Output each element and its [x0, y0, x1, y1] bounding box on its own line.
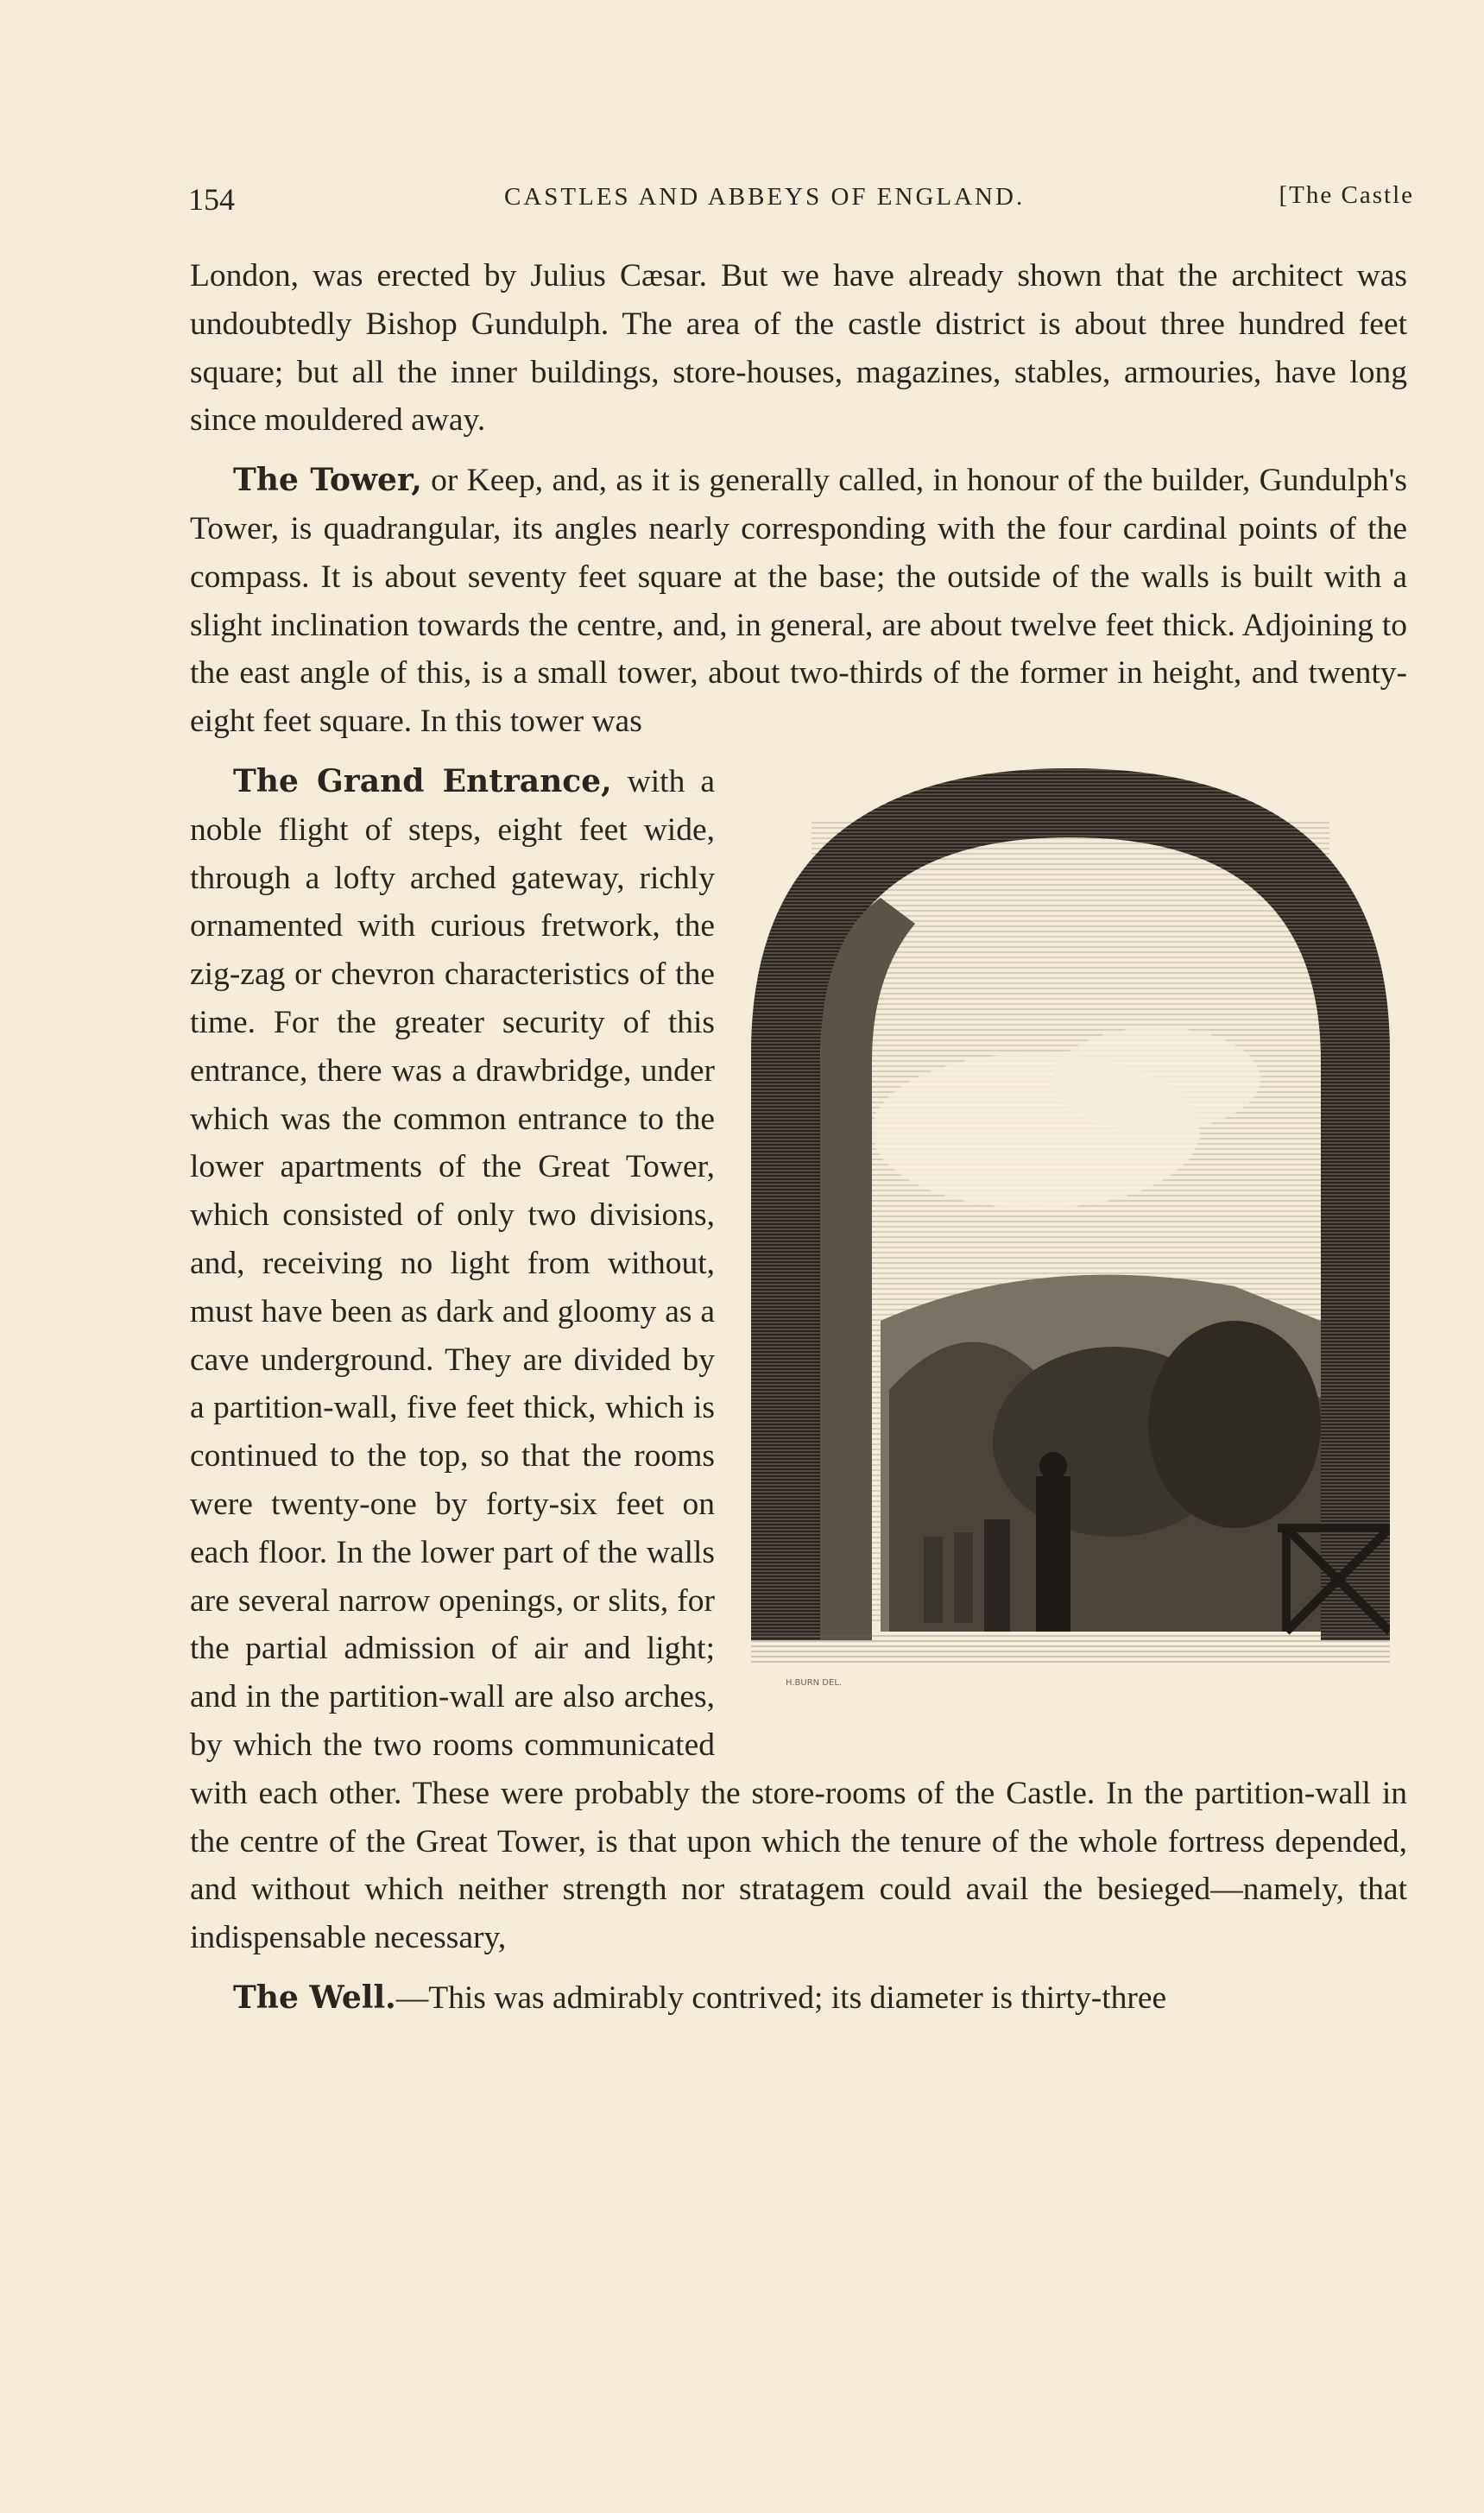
paragraph-3-heading: The Grand Entrance,: [233, 762, 612, 799]
paragraph-2-heading: The Tower,: [233, 462, 422, 499]
archway-illustration: [751, 768, 1390, 1718]
paragraph-4-heading: The Well.: [233, 1979, 396, 2016]
page-number: 154: [188, 182, 235, 217]
body-text: [190, 252, 1407, 2035]
paragraph-2-body: or Keep, and, as it is generally called, in honour of the builder, Gundulph's Tower, is quadrangular, its angles nearly corresponding with the four cardinal points of the compass. It is about seventy feet square at the base; the outside of the walls is built with a slight inclination towards the centre, and, in general, are about twelve feet thick. Adjoining to the east angle of this, is a small tower, about two-thirds of the former in height, and twenty-eight feet square. In this tower was: [190, 463, 1407, 740]
paragraph-4: [190, 1974, 1407, 2023]
page-header: [188, 171, 1414, 223]
paragraph-2: [190, 457, 1407, 746]
section-marker: [The Castle: [1279, 181, 1414, 209]
paragraph-1: London, was erected by Julius Cæsar. But we have already shown that the architect was undoubtedly Bishop Gundulph. The area of the castle district is about three hundred feet square; but all the inner buildings, store-houses, magazines, stables, armouries, have long since mouldered away.: [190, 258, 1407, 439]
paragraph-3-body: with a noble flight of steps, eight feet wide, through a lofty arched gateway, richly ornamented with curious fretwork, the zig-zag or chevron characteristics of the time. For the greater security of this entrance, there was a drawbridge, under which was the common entrance to the lower apartments of the Great Tower, which consisted of only two divisions, and, receiving no light from without, must have been as dark and gloomy as a cave underground. They are divided by a partition-wall, five feet thick, which is continued to the top, so that the rooms were twenty-one by forty-six feet on each floor. In the lower part of the walls are several narrow openings, or slits, for the partial admission of air and light; and in the partition-wall are also arches, by which the two rooms communicated with each other. These were probably the store-rooms of the Castle. In the partition-wall in the centre of the Great Tower, is that upon which the tenure of the whole fortress depended, and without which neither strength nor stratagem could avail the besieged—namely, that indispensable necessary,: [190, 763, 1407, 1956]
castle-archway-engraving: [734, 758, 1407, 1731]
paragraph-4-body: —This was admirably contrived; its diameter is thirty-three: [395, 1979, 1167, 2016]
running-title: CASTLES AND ABBEYS OF ENGLAND.: [504, 183, 1026, 211]
paragraph-3: [190, 758, 1407, 1962]
engraver-signature: H.BURN DEL.: [786, 1677, 843, 1688]
